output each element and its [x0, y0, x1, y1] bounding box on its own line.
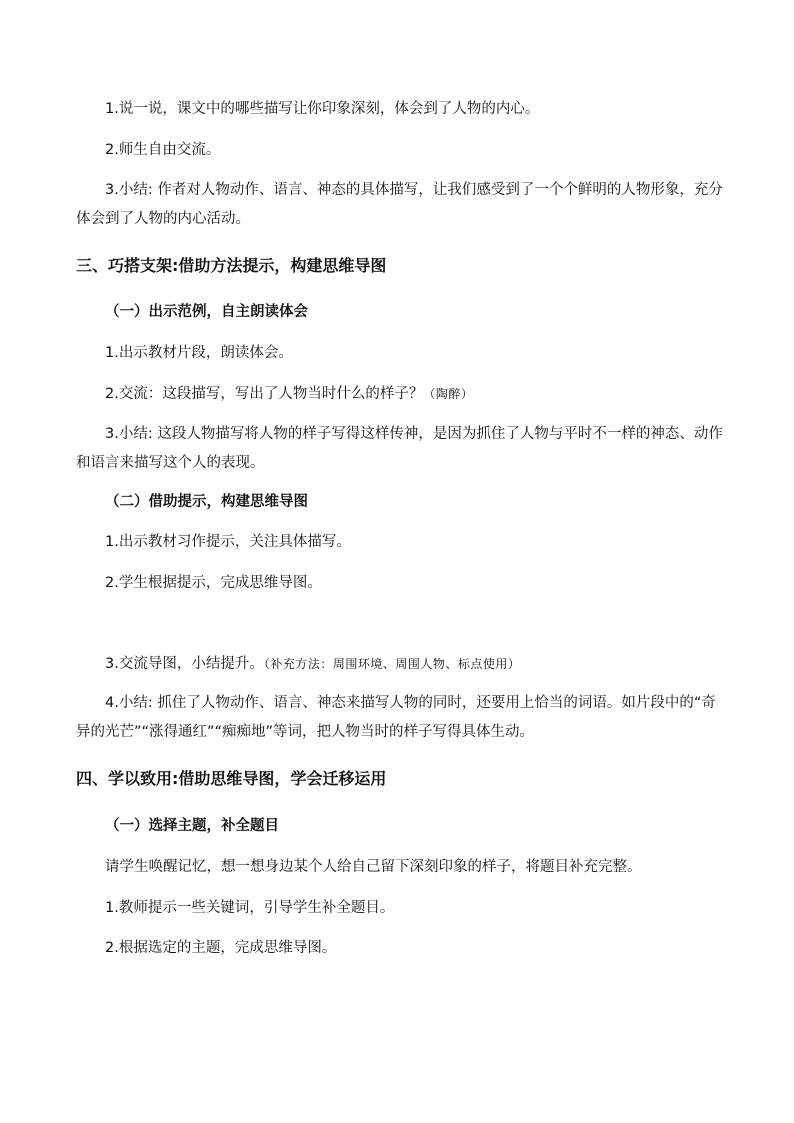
paragraph-summary-1: 3.小结: 作者对人物动作、语言、神态的具体描写，让我们感受到了一个个鲜明的人物形象，充分体会到了人物的内心活动。	[76, 182, 723, 227]
item-text: 3.交流导图，小结提升。	[105, 656, 264, 672]
paragraph-item-3-2-1: 1.出示教材习作提示，关注具体描写。	[105, 534, 351, 550]
paragraph-summary-3-2: 4.小结: 抓住了人物动作、语言、神态来描写人物的同时，还要用上恰当的词语。如片段中的“奇异的光芒”“涨得通红”“痴痴地”等词，把人物当时的样子写得具体生动。	[76, 695, 716, 740]
section-heading-3-main: 借助方法提示，构建思维导图	[178, 256, 387, 275]
section-heading-3-prefix: 三、巧搭支架:	[76, 256, 179, 275]
paragraph-item-4-1-1: 1.教师提示一些关键词，引导学生补全题目。	[105, 900, 395, 916]
item-note: （补充方法：周围环境、周围人物、标点使用）	[263, 657, 521, 671]
subsection-heading-4-1: （一）选择主题，补全题目	[105, 818, 279, 834]
paragraph-item-3-1-2	[105, 384, 473, 404]
paragraph-intro-4-1: 请学生唤醒记忆，想一想身边某个人给自己留下深刻印象的样子，将题目补充完整。	[105, 859, 642, 875]
paragraph-summary-3-1: 3.小结: 这段人物描写将人物的样子写得这样传神，是因为抓住了人物与平时不一样的神态、动作和语言来描写这个人的表现。	[76, 426, 723, 471]
subsection-heading-3-2: （二）借助提示，构建思维导图	[105, 494, 308, 510]
section-heading-4-prefix: 四、学以致用:	[76, 769, 179, 788]
section-heading-4-main: 借助思维导图，学会迁移运用	[178, 769, 387, 788]
paragraph-item-4-1-2: 2.根据选定的主题，完成思维导图。	[105, 940, 337, 956]
paragraph-item-3-2-3	[105, 654, 520, 674]
paragraph-item-3-1-1: 1.出示教材片段，朗读体会。	[105, 345, 293, 361]
item-text: 2.交流：这段描写，写出了人物当时什么的样子？	[105, 386, 424, 402]
item-note: （陶醉）	[423, 387, 474, 401]
section-heading-3	[76, 255, 386, 277]
paragraph-item-1: 1.说一说，课文中的哪些描写让你印象深刻，体会到了人物的内心。	[105, 101, 540, 117]
subsection-heading-3-1: （一）出示范例，自主朗读体会	[105, 304, 308, 320]
paragraph-item-3-2-2: 2.学生根据提示，完成思维导图。	[105, 575, 322, 591]
section-heading-4	[76, 768, 386, 790]
paragraph-item-2: 2.师生自由交流。	[105, 142, 221, 158]
